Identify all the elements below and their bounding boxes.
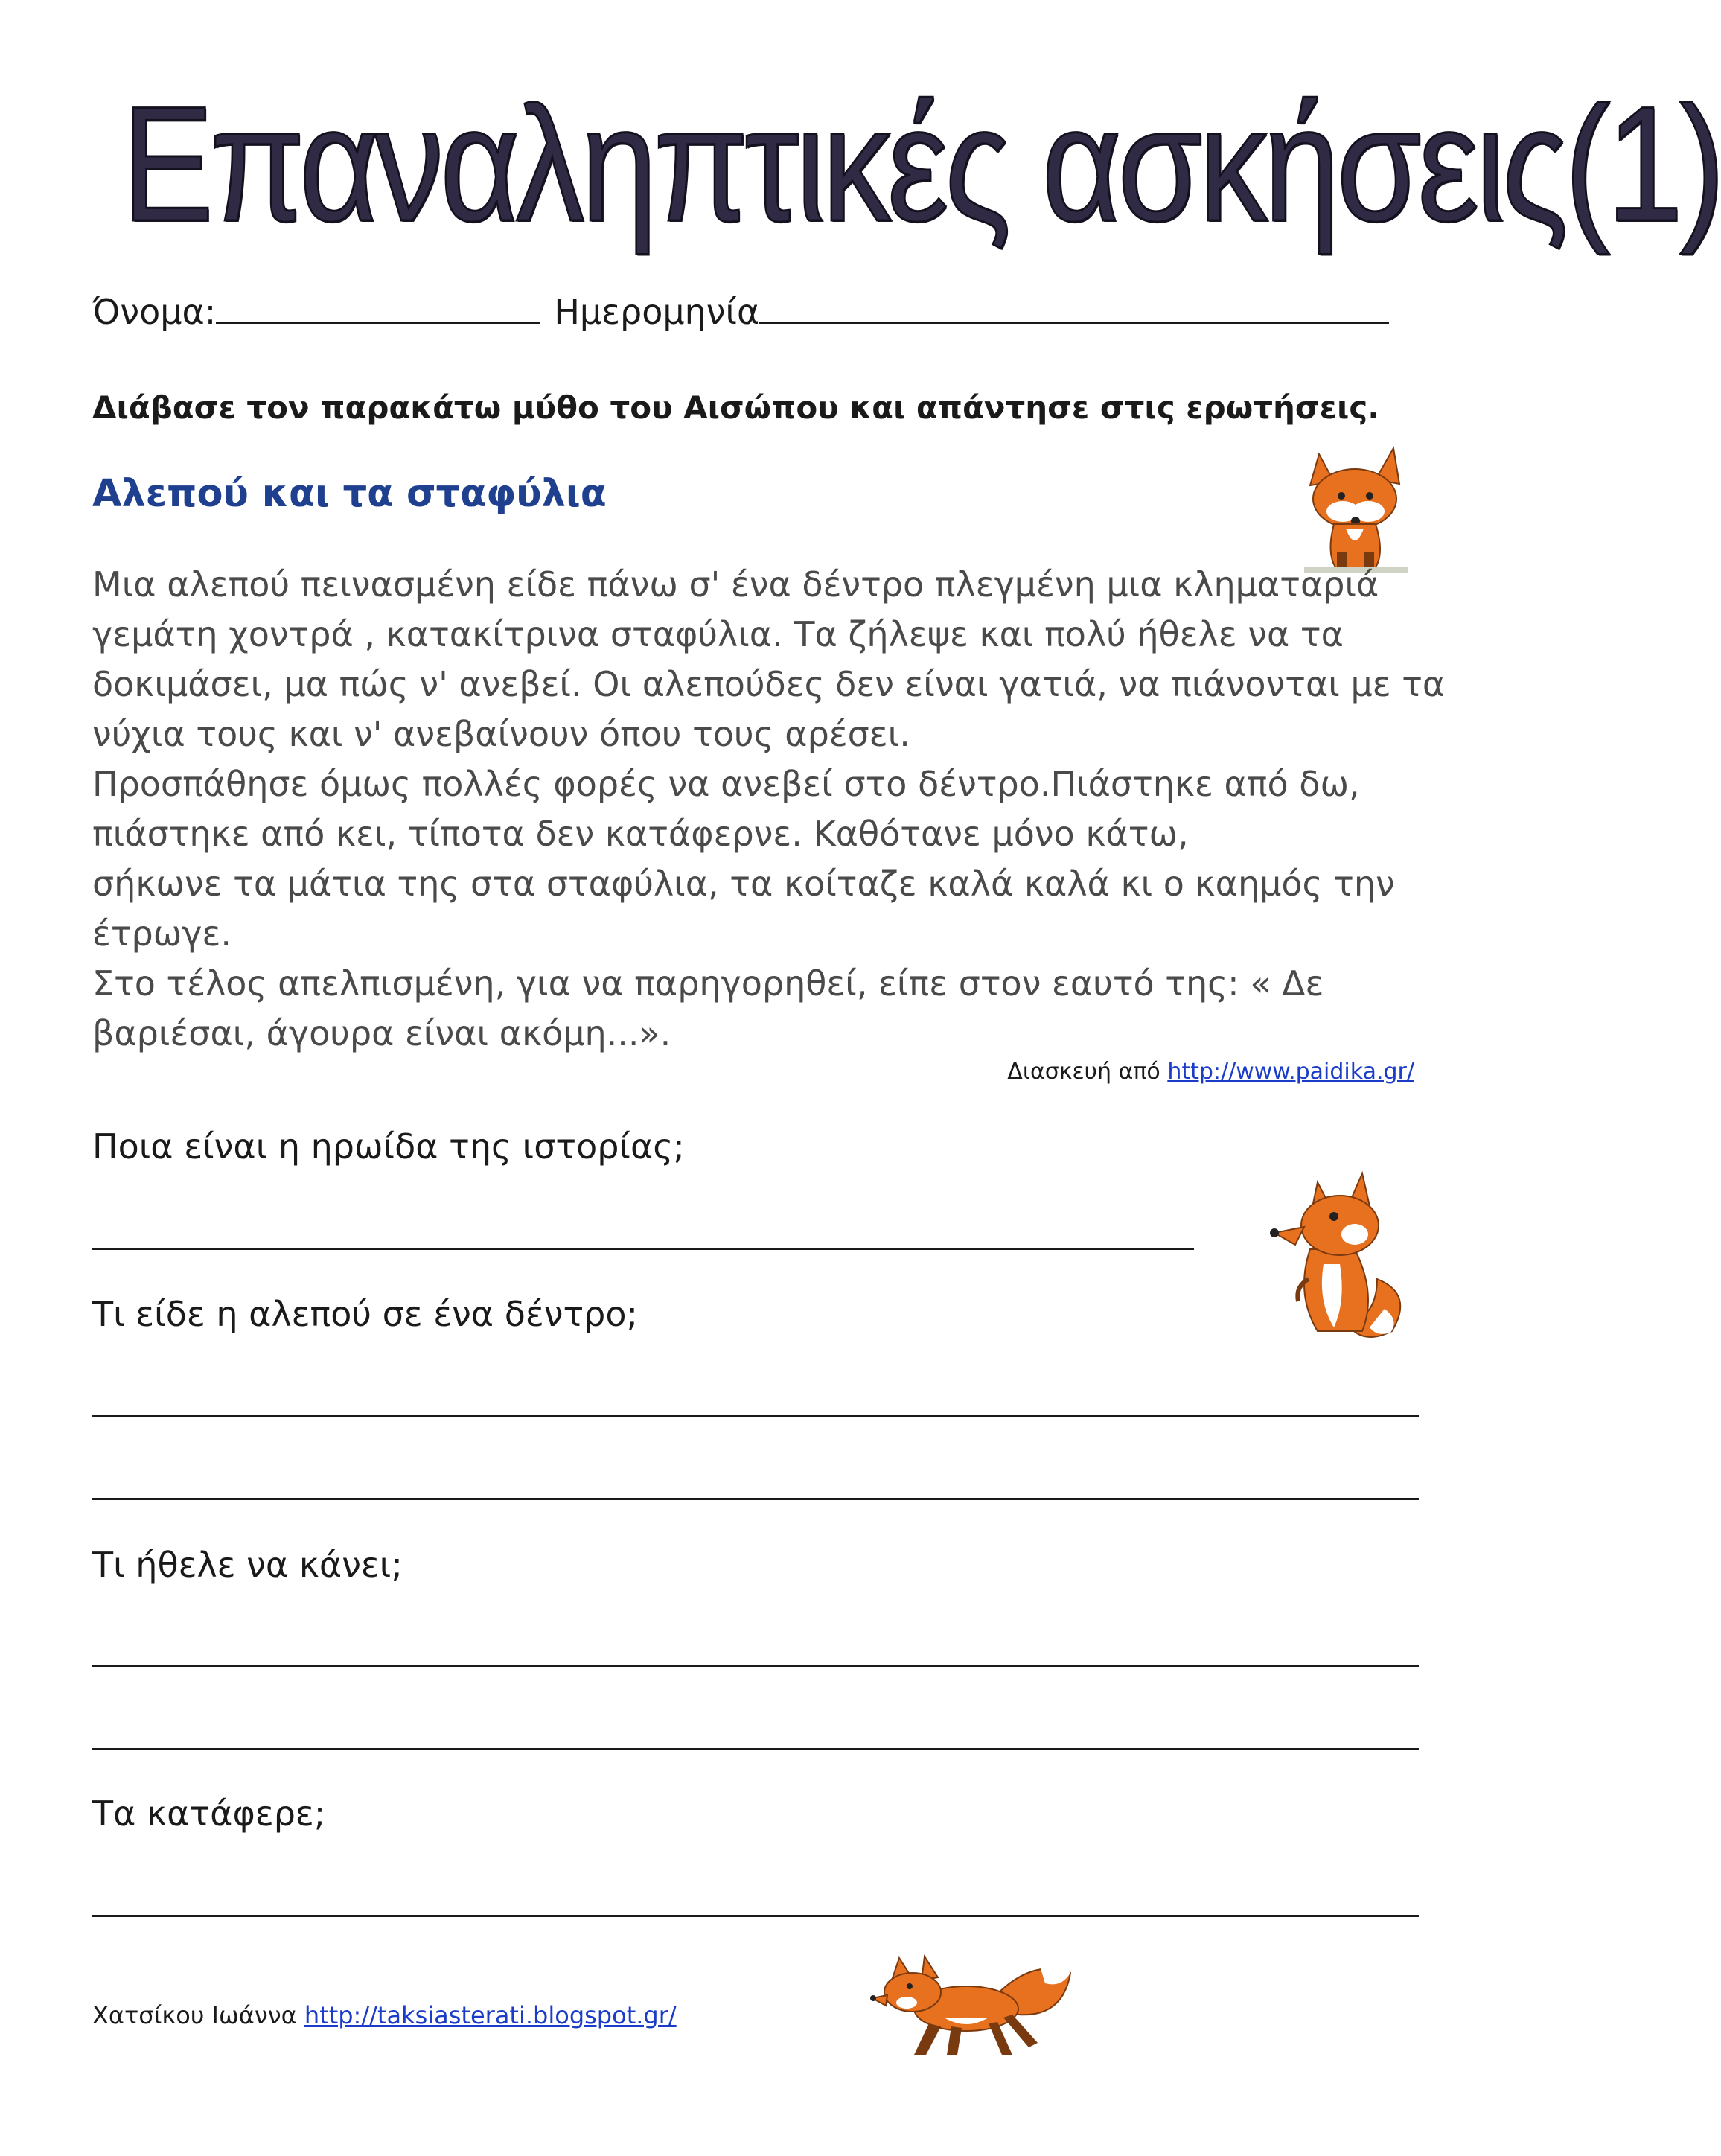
question-4: Τα κατάφερε;	[92, 1793, 326, 1834]
date-field[interactable]	[759, 289, 1389, 324]
story-line: σήκωνε τα μάτια της στα σταφύλια, τα κοίταζε καλά καλά κι ο καημός την	[92, 864, 1395, 904]
fox-looking-icon	[1265, 1167, 1407, 1340]
answer-line-3b[interactable]	[92, 1748, 1419, 1750]
story-line: Μια αλεπού πεινασμένη είδε πάνω σ' ένα δέντρο πλεγμένη μια κληματαριά	[92, 564, 1379, 605]
story-line: νύχια τους και ν' ανεβαίνουν όπου τους αρέσει.	[92, 714, 910, 754]
credit-link[interactable]: http://www.paidika.gr/	[1167, 1059, 1414, 1085]
story-line: έτρωγε.	[92, 913, 232, 954]
answer-line-4[interactable]	[92, 1915, 1419, 1917]
fox-sitting-icon	[1304, 441, 1408, 575]
story-title: Αλεπού και τα σταφύλια	[92, 472, 607, 516]
instruction: Διάβασε τον παρακάτω μύθο του Αισώπου και απάντησε στις ερωτήσεις.	[92, 389, 1380, 426]
answer-line-3a[interactable]	[92, 1665, 1419, 1667]
answer-line-2a[interactable]	[92, 1415, 1419, 1417]
story-line: πιάστηκε από κει, τίποτα δεν κατάφερνε. Καθότανε μόνο κάτω,	[92, 814, 1189, 854]
question-1: Ποια είναι η ηρωίδα της ιστορίας;	[92, 1126, 685, 1167]
name-label: Όνομα:	[92, 292, 217, 332]
name-field[interactable]	[216, 289, 540, 324]
story-line: γεμάτη χοντρά , κατακίτρινα σταφύλια. Τα ζήλεψε και πολύ ήθελε να τα	[92, 614, 1344, 654]
page-title: Επαναληπτικές ασκήσεις(1)	[121, 72, 1721, 255]
question-2: Τι είδε η αλεπού σε ένα δέντρο;	[92, 1294, 638, 1334]
fox-running-icon	[869, 1943, 1078, 2062]
credit-label: Διασκευή από	[1007, 1059, 1160, 1085]
answer-line-2b[interactable]	[92, 1498, 1419, 1500]
footer-link[interactable]: http://taksiasterati.blogspot.gr/	[304, 2001, 677, 2029]
answer-line-1[interactable]	[92, 1248, 1194, 1250]
story-credit	[1007, 1057, 1414, 1087]
story-text	[92, 560, 1446, 1059]
question-3: Τι ήθελε να κάνει;	[92, 1545, 403, 1585]
story-line: βαριέσαι, άγουρα είναι ακόμη...».	[92, 1013, 671, 1053]
name-date-line	[92, 289, 1389, 334]
footer	[92, 1999, 677, 2032]
story-line: Στο τέλος απελπισμένη, για να παρηγορηθεί, είπε στον εαυτό της: « Δε	[92, 963, 1324, 1004]
footer-author: Χατσίκου Ιωάννα	[92, 2001, 297, 2029]
story-line: Προσπάθησε όμως πολλές φορές να ανεβεί στο δέντρο.Πιάστηκε από δω,	[92, 764, 1360, 804]
story-line: δοκιμάσει, μα πώς ν' ανεβεί. Οι αλεπούδες δεν είναι γατιά, να πιάνονται με τα	[92, 664, 1446, 704]
date-label: Ημερομηνία	[554, 292, 760, 332]
